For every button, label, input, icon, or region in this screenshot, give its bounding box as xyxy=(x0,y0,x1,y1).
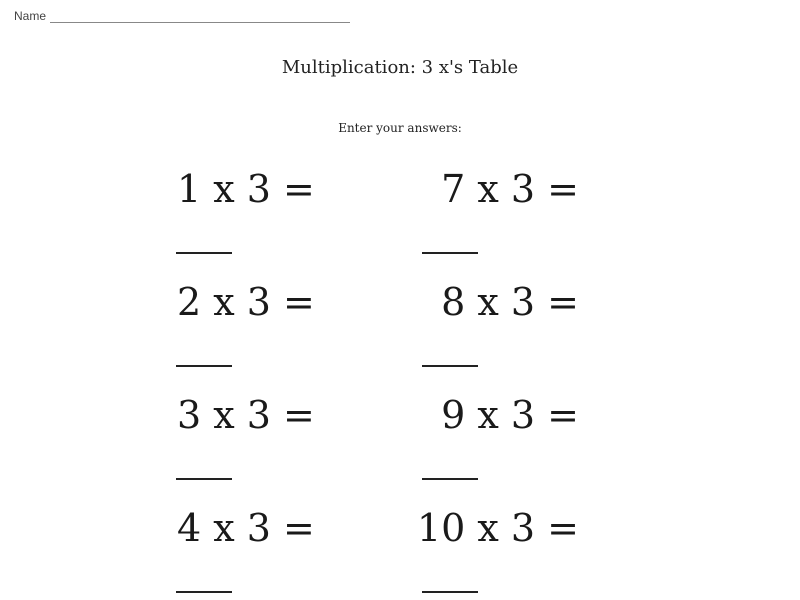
answer-blank-left-4[interactable] xyxy=(176,591,232,593)
answer-blank-right-3[interactable] xyxy=(422,478,478,480)
answer-blank-right-2[interactable] xyxy=(422,365,478,367)
problem-left-3: 3 x 3 = xyxy=(177,393,315,437)
problem-right-4: 10 x 3 = xyxy=(416,506,579,550)
answer-blank-left-3[interactable] xyxy=(176,478,232,480)
worksheet-title: Multiplication: 3 x's Table xyxy=(281,57,519,78)
problem-left-2: 2 x 3 = xyxy=(177,280,315,324)
answer-blank-left-1[interactable] xyxy=(176,252,232,254)
problem-left-4: 4 x 3 = xyxy=(177,506,315,550)
problem-right-3: 9 x 3 = xyxy=(441,393,579,437)
instructions: Enter your answers: xyxy=(338,121,462,135)
name-input-line[interactable] xyxy=(50,10,350,23)
answer-blank-right-1[interactable] xyxy=(422,252,478,254)
answer-blank-right-4[interactable] xyxy=(422,591,478,593)
problem-right-2: 8 x 3 = xyxy=(441,280,579,324)
name-label: Name xyxy=(14,9,47,23)
answer-blank-left-2[interactable] xyxy=(176,365,232,367)
problem-right-1: 7 x 3 = xyxy=(441,167,579,211)
problem-left-1: 1 x 3 = xyxy=(177,167,315,211)
name-field-row xyxy=(14,9,350,23)
